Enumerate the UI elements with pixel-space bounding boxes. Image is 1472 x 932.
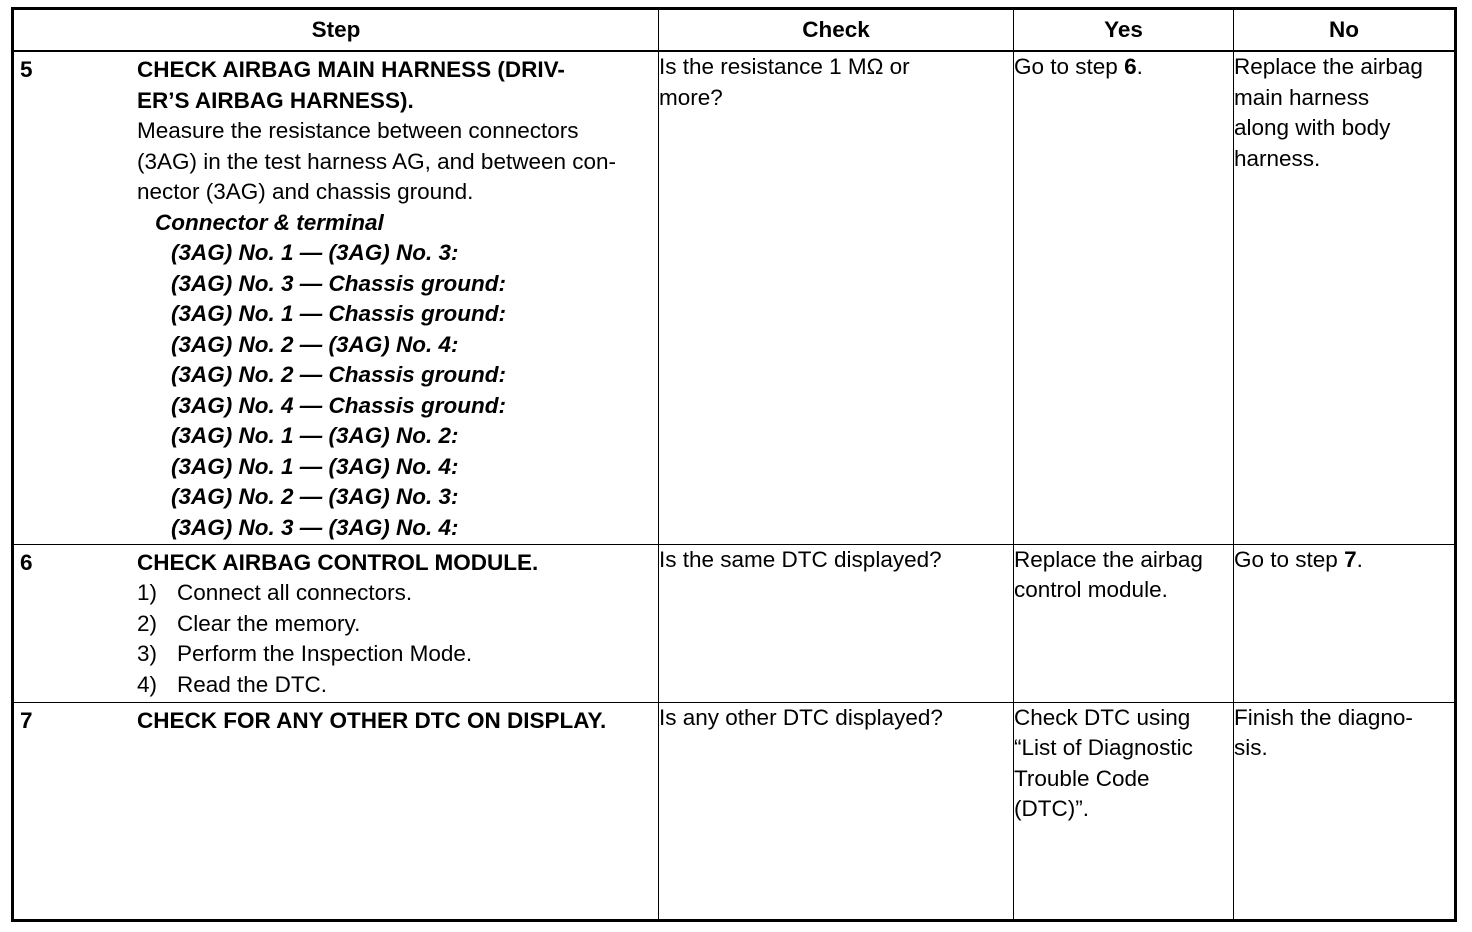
connector-terminal-title: Connector & terminal (155, 209, 384, 235)
yes-cell-5 (1014, 51, 1234, 544)
list-item-text: Read the DTC. (177, 671, 328, 697)
diagnostic-table (11, 7, 1457, 922)
step-title-line: CHECK AIRBAG MAIN HARNESS (DRIV- (137, 57, 565, 82)
step-title-line: ER’S AIRBAG HARNESS). (137, 87, 414, 113)
check-line: Is the resistance 1 MΩ or (659, 54, 910, 79)
list-item-text: Clear the memory. (177, 610, 361, 636)
yes-cell-7 (1014, 702, 1234, 921)
yes-line: Trouble Code (1014, 765, 1150, 791)
step-title: CHECK AIRBAG CONTROL MODULE. (137, 549, 539, 575)
step-number: 6 (20, 549, 33, 575)
no-text (1234, 545, 1454, 576)
check-line: more? (659, 84, 723, 110)
step-cell-7 (13, 702, 659, 921)
no-line: along with body (1234, 115, 1391, 140)
list-item-text: Perform the Inspection Mode. (177, 641, 473, 666)
no-cell-6 (1234, 544, 1456, 702)
step-number: 7 (20, 707, 33, 733)
check-cell-6 (659, 544, 1014, 702)
yes-step-ref: 6 (1124, 54, 1137, 79)
connector-terminal-line: (3AG) No. 1 — (3AG) No. 4: (171, 453, 459, 479)
yes-line: “List of Diagnostic (1014, 735, 1193, 760)
step-cell-6 (13, 544, 659, 702)
no-line: Finish the diagno- (1234, 704, 1413, 730)
step-description-line: nector (3AG) and chassis ground. (137, 179, 474, 204)
yes-line: (DTC)”. (1014, 796, 1089, 821)
yes-line: Check DTC using (1014, 704, 1191, 730)
table-row-step-6 (13, 544, 1456, 702)
connector-terminal-line: (3AG) No. 4 — Chassis ground: (171, 392, 507, 418)
list-item (137, 670, 654, 701)
header-row (13, 9, 1456, 52)
no-step-ref: 7 (1344, 546, 1357, 572)
connector-terminal-line: (3AG) No. 3 — Chassis ground: (171, 270, 507, 296)
no-suffix: . (1356, 546, 1363, 572)
step-title: CHECK FOR ANY OTHER DTC ON DISPLAY. (137, 707, 607, 733)
list-item-number: 2) (137, 610, 158, 636)
list-item-number: 4) (137, 671, 158, 697)
step-number: 5 (20, 57, 33, 82)
connector-terminal-line: (3AG) No. 2 — (3AG) No. 3: (171, 484, 459, 509)
table-row-step-5 (13, 51, 1456, 544)
yes-text (1014, 52, 1233, 83)
no-line: sis. (1234, 735, 1268, 760)
list-item-number: 1) (137, 580, 158, 605)
list-item (137, 639, 654, 670)
connector-terminal-line: (3AG) No. 3 — (3AG) No. 4: (171, 514, 459, 540)
no-cell-5 (1234, 51, 1456, 544)
yes-line: Replace the airbag (1014, 546, 1203, 572)
check-cell-5 (659, 51, 1014, 544)
yes-suffix: . (1136, 54, 1143, 79)
connector-terminal-line: (3AG) No. 1 — (3AG) No. 3: (171, 240, 459, 265)
check-cell-7 (659, 702, 1014, 921)
yes-cell-6 (1014, 544, 1234, 702)
connector-terminal-line: (3AG) No. 1 — (3AG) No. 2: (171, 423, 459, 448)
step-description-line: (3AG) in the test harness AG, and between con- (137, 148, 617, 174)
connector-terminal-line: (3AG) No. 2 — (3AG) No. 4: (171, 331, 459, 357)
no-line: harness. (1234, 145, 1321, 171)
header-no: No (1234, 9, 1456, 52)
list-item-text: Connect all connectors. (177, 580, 413, 605)
header-step: Step (13, 9, 659, 52)
check-line: Is the same DTC displayed? (659, 546, 942, 572)
no-line: Replace the airbag (1234, 54, 1423, 79)
step-body-7 (137, 703, 658, 737)
list-item (137, 578, 654, 609)
yes-line: control module. (1014, 577, 1168, 602)
connector-terminal-line: (3AG) No. 1 — Chassis ground: (171, 301, 507, 326)
step-body-5 (137, 52, 658, 543)
header-check: Check (659, 9, 1014, 52)
no-line: main harness (1234, 84, 1370, 110)
yes-prefix: Go to step (1014, 54, 1125, 79)
step-cell-5 (13, 51, 659, 544)
header-yes: Yes (1014, 9, 1234, 52)
no-prefix: Go to step (1234, 546, 1345, 572)
step-description-line: Measure the resistance between connectors (137, 118, 579, 143)
connector-terminal-line: (3AG) No. 2 — Chassis ground: (171, 362, 507, 387)
table-row-step-7 (13, 702, 1456, 921)
list-item (137, 609, 654, 640)
no-cell-7 (1234, 702, 1456, 921)
check-line: Is any other DTC displayed? (659, 704, 943, 730)
list-item-number: 3) (137, 641, 158, 666)
step-body-6 (137, 545, 658, 701)
